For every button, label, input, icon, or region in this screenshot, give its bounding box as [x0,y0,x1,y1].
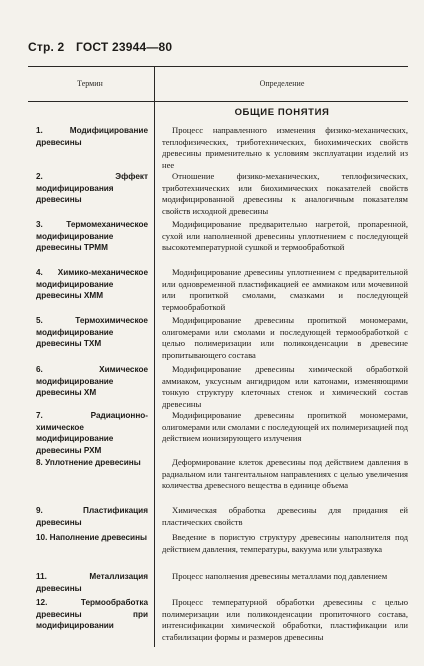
term-definition: Модифицирование древесины химической обработкой аммиаком, уксусным ангидридом или катонами, изменяющими тонкую структуру клеточных стенок и химический состав древесины [162,364,408,409]
terms-table [28,66,408,647]
term-definition: Процесс температурной обработки древесины с целью полимеризации или поликонденсации пропиточного состава, интенсификации химической обработки, пластификации или стабилизации формы и размеров древесины [162,597,408,642]
term-name: 3. Термомеханическое модифицирование древесины ТРММ [36,220,148,252]
term-definition: Процесс направленного изменения физико-механических, теплофизических, триботехнических, биохимических свойств древесины применительно к условиям эксплуатации изделий из нее [162,125,408,170]
term-definition: Отношение физико-механических, теплофизических, триботехнических или биохимических показателей свойств модифицированной древесины к аналогичным показателям свойств исходной древесины [162,171,408,216]
page-header [28,40,180,54]
term-name: 5. Термохимическое модифицирование древесины ТХМ [36,316,148,348]
term-definition: Процесс наполнения древесины металлами под давлением [172,571,388,581]
standard-code: ГОСТ 23944—80 [75,40,173,54]
column-divider [154,67,155,647]
term-definition: Модифицирование древесины пропиткой мономерами, олигомерами или смолами с последующей их полимеризацией под действием ионизирующего излучения [162,410,408,443]
header-divider [28,101,408,102]
term-definition: Введение в пористую структуру древесины наполнителя под действием давления, температуры, вакуума или ультразвука [162,532,408,554]
term-name: 10. Наполнение древесины [36,533,148,542]
page-number: Стр. 2 [28,40,65,54]
term-name: 1. Модифицирование древесины [36,126,148,147]
term-name: 11. Металлизация древесины [36,572,148,593]
term-name: 6. Химическое модифицирование древесины ХМ [36,365,148,397]
section-title: ОБЩИЕ ПОНЯТИЯ [234,107,330,118]
term-definition: Модифицирование предварительно нагретой, пропаренной, сухой или наполненной древесины уплотнением с последующей высокотемпературной сушкой и термообработкой [162,219,408,252]
term-name: 7. Радиационно-химическое модифицирование древесины РХМ [36,411,148,455]
term-definition: Модифицирование древесины пропиткой мономерами, олигомерами или смолами и последующей термообработкой с целью полимеризации или поликонденсации в древесине пропитывающего состава [162,315,408,360]
term-definition: Деформирование клеток древесины под действием давления в радиальном или тангентальном направлениях с целью увеличения количества древесного вещества в единице объема [162,457,408,490]
column-header-definitions: Определение [259,79,305,88]
term-name: 12. Термообработка древесины при модифицировании [36,598,148,630]
term-name: 2. Эффект модифицирования древесины [36,172,148,204]
term-definition: Химическая обработка древесины для придания ей пластических свойств [162,505,408,527]
column-header-terms: Термин [77,79,103,88]
term-name: 4. Химико-механическое модифицирование древесины ХММ [36,268,148,300]
term-name: 9. Пластификация древесины [36,506,148,527]
term-definition: Модифицирование древесины уплотнением с предварительной или одновременной пластификацией ее аммиаком или мочевиной или пропиткой смолами, смазками и последующей термообработкой [162,267,408,312]
term-name: 8. Уплотнение древесины [36,458,141,467]
